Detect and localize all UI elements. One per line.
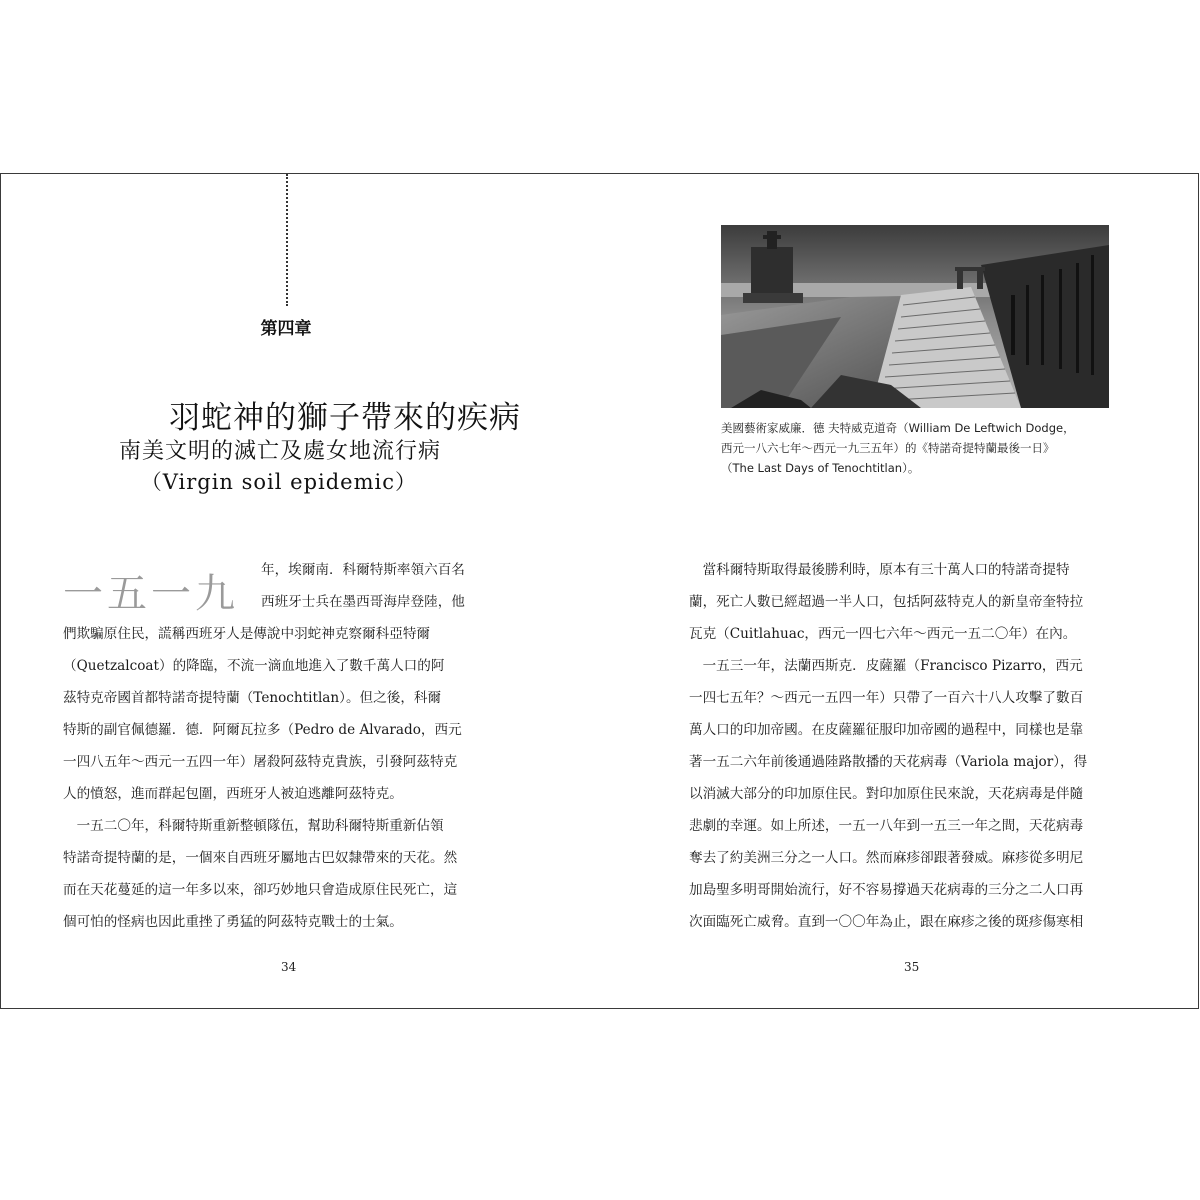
caption-line: 西元一八六七年～西元一九三五年）的《特諾奇提特蘭最後一日》 <box>721 441 1055 455</box>
text-line: 而在天花蔓延的這一年多以來，卻巧妙地只會造成原住民死亡，這 <box>63 882 458 898</box>
text-line: 蘭，死亡人數已經超過一半人口，包括阿茲特克人的新皇帝奎特拉 <box>689 594 1084 610</box>
left-page <box>1 174 601 1008</box>
text-line: 特斯的副官佩德羅．德．阿爾瓦拉多（Pedro de Alvarado，西元 <box>63 722 462 738</box>
text-line: 以消滅大部分的印加原住民。對印加原住民來說，天花病毒是伴隨 <box>689 786 1084 802</box>
text-line: 萬人口的印加帝國。在皮薩羅征服印加帝國的過程中，同樣也是靠 <box>689 722 1084 738</box>
text-line: 一五二〇年，科爾特斯重新整頓隊伍，幫助科爾特斯重新佔領 <box>63 818 444 834</box>
chapter-subtitle: 南美文明的滅亡及處女地流行病 <box>118 439 441 464</box>
chapter-label: 第四章 <box>260 319 312 339</box>
painting-icon <box>721 225 1109 408</box>
text-line: 一四八五年～西元一五四一年）屠殺阿茲特克貴族，引發阿茲特克 <box>63 754 458 770</box>
text-line: 一四七五年？～西元一五四一年）只帶了一百六十八人攻擊了數百 <box>689 690 1084 706</box>
text-line: 個可怕的怪病也因此重挫了勇猛的阿茲特克戰士的士氣。 <box>63 914 403 930</box>
text-line: 年，埃爾南．科爾特斯率領六百名 <box>261 562 465 578</box>
text-line: 人的憤怒，進而群起包圍，西班牙人被迫逃離阿茲特克。 <box>63 786 403 802</box>
painting-image <box>721 225 1109 408</box>
book-spread <box>0 173 1199 1009</box>
chapter-title: 羽蛇神的獅子帶來的疾病 <box>169 400 521 436</box>
text-line: 西班牙士兵在墨西哥海岸登陸，他 <box>261 594 465 610</box>
page-number: 35 <box>904 960 920 974</box>
text-line: （Quetzalcoat）的降臨，不流一滴血地進入了數千萬人口的阿 <box>63 658 445 674</box>
caption-line: 美國藝術家威廉．德 夫特威克道奇（William De Leftwich Dodge， <box>721 421 1075 435</box>
text-line: 一五三一年，法蘭西斯克．皮薩羅（Francisco Pizarro，西元 <box>689 658 1083 674</box>
caption-line: （The Last Days of Tenochtitlan）。 <box>721 461 920 475</box>
text-line: 著一五二六年前後通過陸路散播的天花病毒（Variola major），得 <box>689 754 1088 770</box>
text-line: 次面臨死亡威脅。直到一〇〇年為止，跟在麻疹之後的斑疹傷寒相 <box>689 914 1084 930</box>
dropcap-year: 一五一九 <box>63 571 239 617</box>
text-line: 悲劇的幸運。如上所述，一五一八年到一五三一年之間，天花病毒 <box>689 818 1084 834</box>
left-body-text <box>63 554 523 938</box>
chapter-subtitle-english: （Virgin soil epidemic） <box>140 470 417 494</box>
right-body-text <box>689 554 1129 938</box>
text-line: 奪去了約美洲三分之一人口。然而麻疹卻跟著發威。麻疹從多明尼 <box>689 850 1084 866</box>
text-line: 當科爾特斯取得最後勝利時，原本有三十萬人口的特諾奇提特 <box>689 562 1070 578</box>
text-line: 加島聖多明哥開始流行，好不容易撐過天花病毒的三分之二人口再 <box>689 882 1084 898</box>
text-line: 們欺騙原住民，謊稱西班牙人是傳說中羽蛇神克察爾科亞特爾 <box>63 626 431 642</box>
text-line: 瓦克（Cuitlahuac，西元一四七六年～西元一五二〇年）在內。 <box>689 626 1077 642</box>
page-number: 34 <box>281 960 297 974</box>
text-line: 茲特克帝國首都特諾奇提特蘭（Tenochtitlan）。但之後，科爾 <box>63 690 442 706</box>
text-line: 特諾奇提特蘭的是，一個來自西班牙屬地古巴奴隸帶來的天花。然 <box>63 850 458 866</box>
figure-caption <box>721 418 1121 478</box>
dotted-divider <box>286 174 288 306</box>
right-page <box>601 174 1199 1008</box>
